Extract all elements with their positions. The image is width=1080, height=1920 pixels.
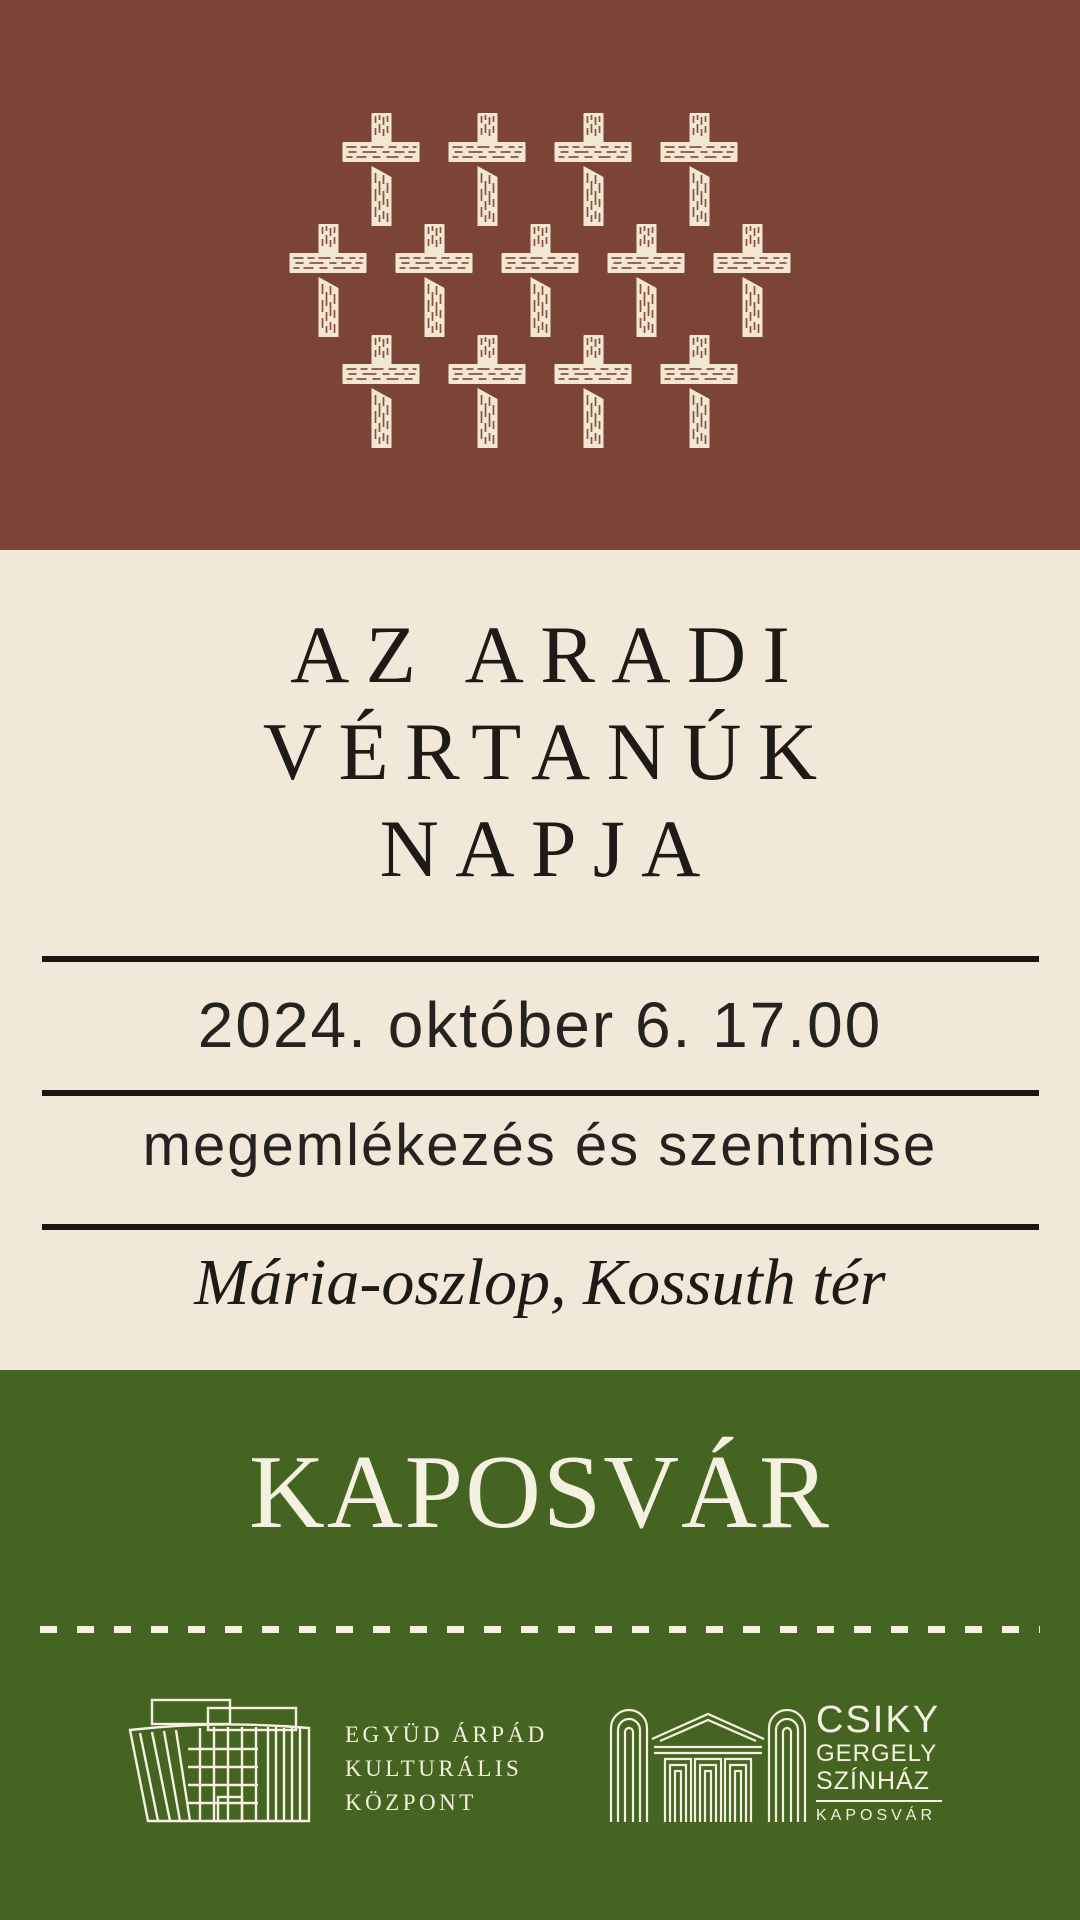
crosses-banner xyxy=(0,0,1080,550)
theatre-logo-rule xyxy=(816,1800,942,1802)
memorial-cross xyxy=(396,224,473,337)
cultural-center-line-2: KULTURÁLIS xyxy=(345,1756,523,1781)
footer-section xyxy=(0,1370,1080,1920)
event-type: megemlékezés és szentmise xyxy=(142,1113,938,1178)
event-date: 2024. október 6. 17.00 xyxy=(197,989,883,1061)
memorial-cross xyxy=(555,113,632,226)
theatre-name-line-2: GERGELY xyxy=(816,1740,938,1767)
theatre-city: KAPOSVÁR xyxy=(816,1807,937,1824)
cultural-center-name xyxy=(345,1718,548,1820)
theatre-name-line-3: SZÍNHÁZ xyxy=(816,1767,930,1795)
divider-rule-top xyxy=(42,956,1039,962)
divider-rule-bottom xyxy=(42,1224,1039,1230)
memorial-cross xyxy=(290,224,367,337)
memorial-cross xyxy=(449,335,526,448)
cultural-center-line-1: EGYÜD ÁRPÁD xyxy=(345,1722,548,1747)
dashed-divider xyxy=(40,1626,1040,1633)
crosses-graphic xyxy=(0,0,1080,550)
title-line-3: NAPJA xyxy=(379,803,717,894)
page-title xyxy=(0,606,1080,897)
theatre-facade-icon xyxy=(608,1697,808,1823)
building-line-art-icon xyxy=(122,1697,317,1823)
event-location: Mária-oszlop, Kossuth tér xyxy=(194,1246,886,1319)
title-line-2: VÉRTANÚK xyxy=(262,706,834,797)
memorial-cross xyxy=(343,335,420,448)
memorial-cross xyxy=(608,224,685,337)
divider-rule-middle xyxy=(42,1090,1039,1096)
city-name: KAPOSVÁR xyxy=(249,1433,831,1550)
cultural-center-line-3: KÖZPONT xyxy=(345,1790,477,1815)
title-line-1: AZ ARADI xyxy=(290,609,807,700)
memorial-cross xyxy=(661,335,738,448)
theatre-name xyxy=(816,1700,942,1826)
memorial-cross xyxy=(661,113,738,226)
memorial-cross xyxy=(714,224,791,337)
theatre-name-line-1: CSIKY xyxy=(816,1699,941,1741)
memorial-cross xyxy=(555,335,632,448)
memorial-cross xyxy=(343,113,420,226)
memorial-cross xyxy=(502,224,579,337)
memorial-cross xyxy=(449,113,526,226)
